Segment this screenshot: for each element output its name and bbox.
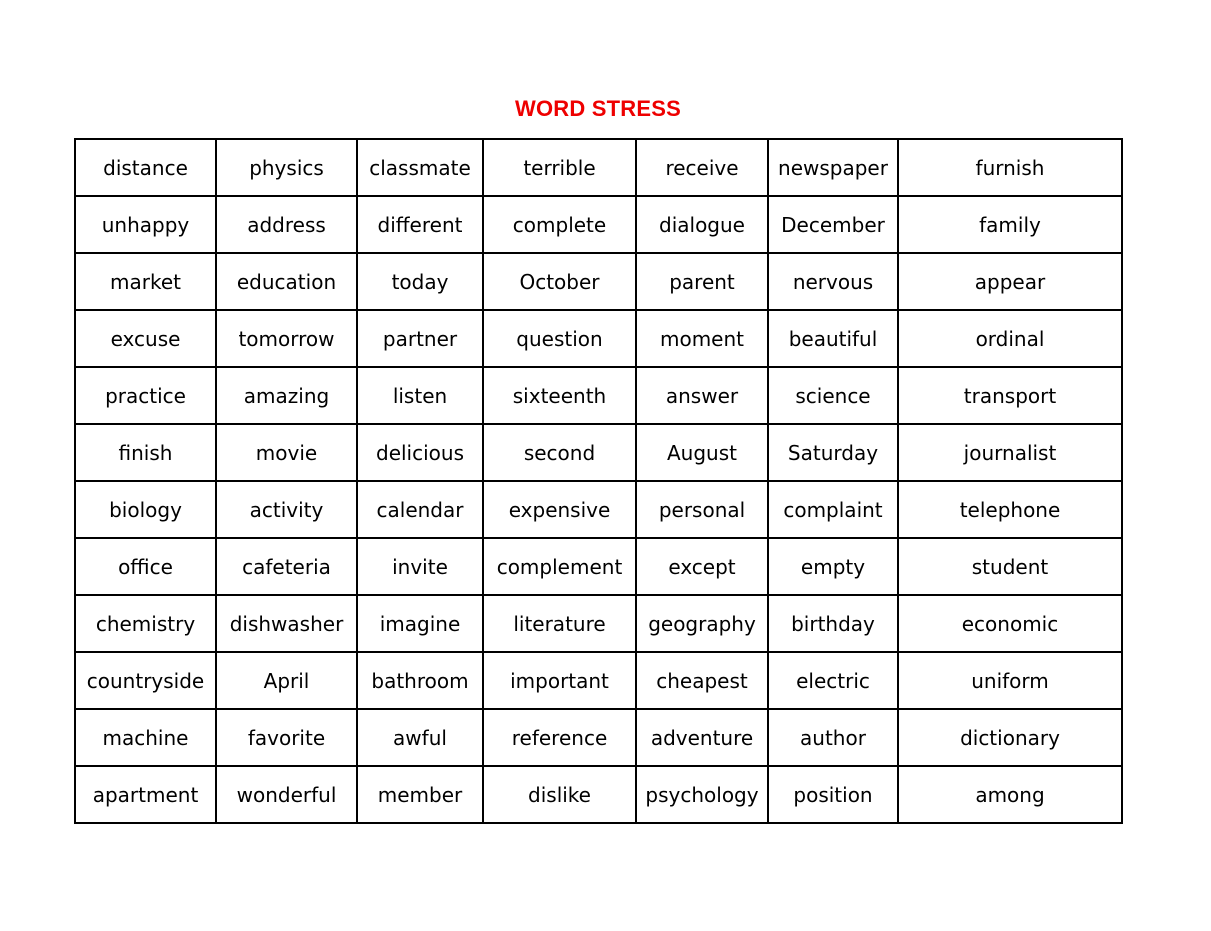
word-cell: dislike [483,766,636,823]
word-cell: position [768,766,898,823]
word-cell: distance [75,139,216,196]
word-cell: expensive [483,481,636,538]
word-cell: geography [636,595,768,652]
word-cell: electric [768,652,898,709]
word-cell: nervous [768,253,898,310]
word-cell: author [768,709,898,766]
word-cell: science [768,367,898,424]
word-cell: empty [768,538,898,595]
word-cell: physics [216,139,357,196]
word-cell: awful [357,709,483,766]
table-row [75,652,1122,709]
word-cell: October [483,253,636,310]
word-cell: April [216,652,357,709]
table-row [75,424,1122,481]
word-cell: cheapest [636,652,768,709]
word-stress-table [74,138,1123,824]
word-cell: appear [898,253,1122,310]
table-row [75,595,1122,652]
word-cell: complement [483,538,636,595]
word-cell: answer [636,367,768,424]
table-row [75,196,1122,253]
word-cell: dictionary [898,709,1122,766]
word-cell: adventure [636,709,768,766]
table-row [75,766,1122,823]
word-cell: listen [357,367,483,424]
table-row [75,253,1122,310]
word-cell: complete [483,196,636,253]
word-cell: transport [898,367,1122,424]
word-cell: complaint [768,481,898,538]
word-cell: moment [636,310,768,367]
word-cell: bathroom [357,652,483,709]
word-cell: amazing [216,367,357,424]
word-cell: except [636,538,768,595]
table-row [75,310,1122,367]
table-row [75,538,1122,595]
word-cell: finish [75,424,216,481]
word-cell: education [216,253,357,310]
word-cell: practice [75,367,216,424]
word-cell: birthday [768,595,898,652]
word-cell: question [483,310,636,367]
word-cell: student [898,538,1122,595]
word-cell: family [898,196,1122,253]
word-cell: market [75,253,216,310]
word-cell: Saturday [768,424,898,481]
word-cell: December [768,196,898,253]
word-cell: address [216,196,357,253]
word-cell: sixteenth [483,367,636,424]
word-cell: delicious [357,424,483,481]
word-cell: telephone [898,481,1122,538]
word-cell: economic [898,595,1122,652]
word-cell: biology [75,481,216,538]
word-cell: imagine [357,595,483,652]
table-row [75,367,1122,424]
word-cell: beautiful [768,310,898,367]
word-cell: wonderful [216,766,357,823]
word-cell: August [636,424,768,481]
word-cell: parent [636,253,768,310]
word-cell: newspaper [768,139,898,196]
word-cell: personal [636,481,768,538]
word-cell: machine [75,709,216,766]
table-row [75,481,1122,538]
word-cell: journalist [898,424,1122,481]
word-cell: favorite [216,709,357,766]
word-cell: important [483,652,636,709]
word-cell: receive [636,139,768,196]
word-cell: second [483,424,636,481]
word-cell: countryside [75,652,216,709]
word-cell: today [357,253,483,310]
word-table-body [75,139,1122,823]
word-cell: ordinal [898,310,1122,367]
word-cell: different [357,196,483,253]
table-row [75,709,1122,766]
word-cell: calendar [357,481,483,538]
word-cell: cafeteria [216,538,357,595]
word-cell: chemistry [75,595,216,652]
word-cell: invite [357,538,483,595]
table-row [75,139,1122,196]
word-cell: terrible [483,139,636,196]
word-cell: tomorrow [216,310,357,367]
page-title: WORD STRESS [515,96,681,121]
word-cell: among [898,766,1122,823]
word-cell: member [357,766,483,823]
word-cell: unhappy [75,196,216,253]
word-cell: excuse [75,310,216,367]
word-cell: furnish [898,139,1122,196]
word-cell: movie [216,424,357,481]
word-cell: reference [483,709,636,766]
word-cell: partner [357,310,483,367]
word-cell: office [75,538,216,595]
word-cell: dialogue [636,196,768,253]
word-cell: literature [483,595,636,652]
word-cell: activity [216,481,357,538]
word-cell: apartment [75,766,216,823]
word-cell: uniform [898,652,1122,709]
word-cell: psychology [636,766,768,823]
word-cell: dishwasher [216,595,357,652]
word-cell: classmate [357,139,483,196]
